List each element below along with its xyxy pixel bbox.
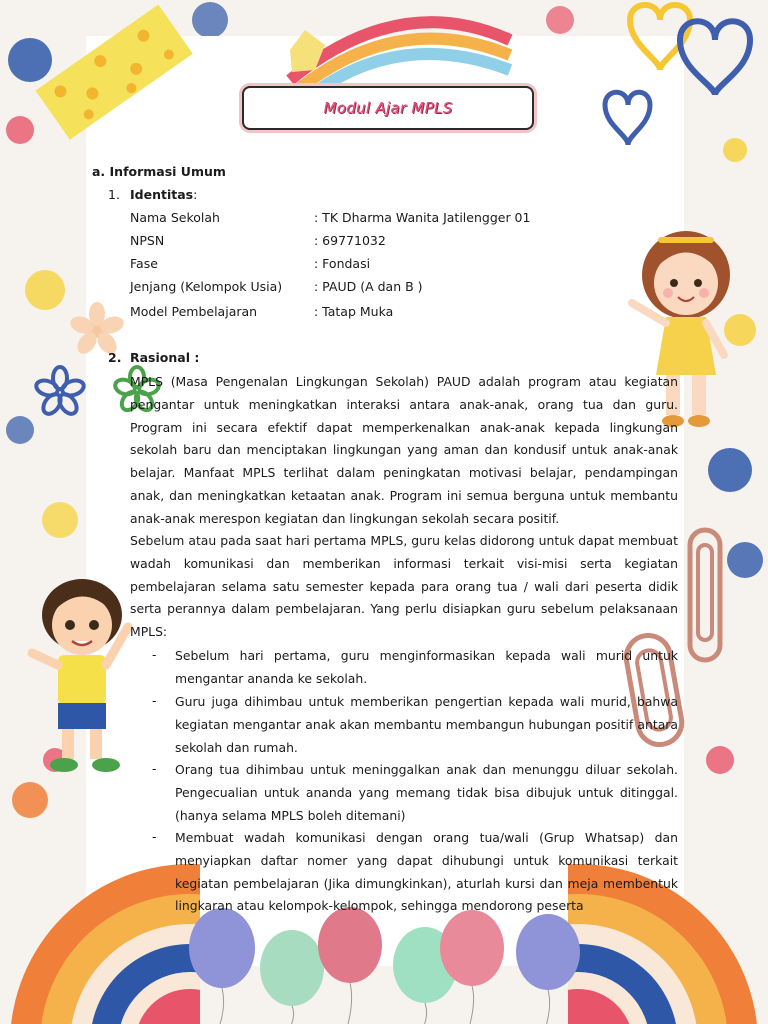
bullet-item: Membuat wadah komunikasi dengan orang tua/wali (Grup Whatsap) dan menyiapkan daftar nomer yang dapat dihubungi untuk komunikasi terkait kegiatan pembelajaran (Jika dimungkinkan), aturlah kursi dan meja membentuk lingkaran atau kelompok-kelompok, sehingga mendorong peserta — [175, 830, 678, 914]
rainbow-top-icon — [280, 0, 520, 90]
rainbow-left-icon — [0, 864, 200, 1024]
bullet-item: Guru juga dihimbau untuk memberikan pengertian kepada wali murid, bahwa kegiatan mengantar anak akan membantu membangun hubungan positif antara sekolah dan rumah. — [175, 694, 678, 755]
boy-illustration — [22, 575, 142, 785]
page-title: Modul Ajar MPLS — [323, 99, 453, 117]
identitas-label: Jenjang (Kelompok Usia) — [130, 279, 283, 294]
identitas-value: : TK Dharma Wanita Jatilengger 01 — [314, 210, 531, 225]
identitas-label: Fase — [130, 256, 158, 271]
title-box — [242, 86, 534, 130]
section-a-heading: a. Informasi Umum — [92, 164, 226, 179]
identitas-value: : Tatap Muka — [314, 304, 394, 319]
identitas-heading — [130, 187, 197, 202]
balloon-icons — [180, 900, 600, 1024]
bullet-marker: - — [152, 647, 157, 662]
rasional-paragraph-1: MPLS (Masa Pengenalan Lingkungan Sekolah) PAUD adalah program atau kegiatan pengantar untuk meningkatkan interaksi antara anak-anak, orang tua dan guru. Program ini secara efektif dapat memperkenalkan anak-anak kepada lingkungan sekolah baru dan menciptakan lingkungan yang aman dan kondusif untuk anak-anak belajar. Manfaat MPLS terlihat dalam peningkatan motivasi belajar, pendampingan anak, dan meningkatkan ketaatan anak. Program ini semua berguna untuk membantu anak-anak merespon kegiatan dan lingkungan sekolah secara positif. — [130, 374, 678, 526]
bullet-marker: - — [152, 829, 157, 844]
identitas-heading-text: Identitas — [130, 187, 194, 202]
bullet-marker: - — [152, 693, 157, 708]
identitas-value: : Fondasi — [314, 256, 371, 271]
bullet-item: Sebelum hari pertama, guru menginformasikan kepada wali murid untuk mengantar ananda ke sekolah. — [175, 648, 678, 686]
identitas-label: NPSN — [130, 233, 165, 248]
identitas-label: Nama Sekolah — [130, 210, 220, 225]
identitas-label: Model Pembelajaran — [130, 304, 258, 319]
bullet-marker: - — [152, 761, 157, 776]
identitas-value: : 69771032 — [314, 233, 386, 248]
identitas-number: 1. — [108, 187, 120, 202]
bullet-item: Orang tua dihimbau untuk meninggalkan anak dan menunggu diluar sekolah. Pengecualian untuk ananda yang memang tidak bisa dibujuk untuk ditinggal. (hanya selama MPLS boleh ditemani) — [175, 762, 678, 823]
heart-icons — [590, 0, 760, 160]
rasional-heading: Rasional : — [130, 350, 200, 365]
identitas-colon: : — [193, 187, 198, 202]
polka-dot-tape-icon — [20, 0, 200, 150]
rasional-paragraph-2: Sebelum atau pada saat hari pertama MPLS, guru kelas didorong untuk dapat membuat wadah komunikasi dan memberikan informasi terkait visi-misi serta kegiatan pembelajaran selama satu semester kepada para orang tua / wali dari peserta didik serta perannya dalam pembelajaran. Yang perlu disiapkan guru sebelum pelaksanaan MPLS: — [130, 533, 678, 640]
rasional-number: 2. — [108, 350, 122, 365]
identitas-value: : PAUD (A dan B ) — [314, 279, 423, 294]
